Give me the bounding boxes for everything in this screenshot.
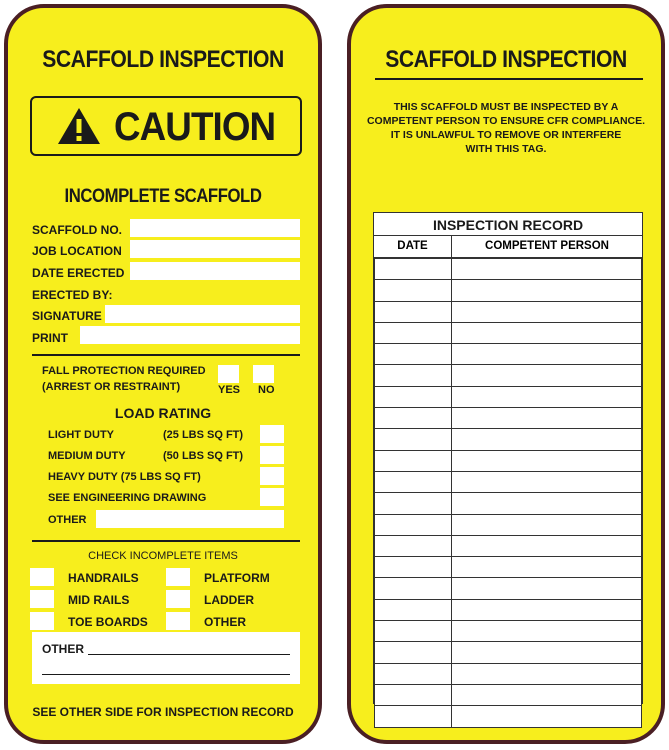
record-row bbox=[375, 535, 642, 556]
record-date-cell[interactable] bbox=[375, 259, 452, 280]
medium-duty-checkbox[interactable] bbox=[260, 446, 284, 464]
tag-back bbox=[347, 4, 665, 744]
record-date-cell[interactable] bbox=[375, 386, 452, 407]
record-row bbox=[375, 408, 642, 429]
record-person-cell[interactable] bbox=[452, 599, 642, 620]
record-person-cell[interactable] bbox=[452, 557, 642, 578]
record-person-cell[interactable] bbox=[452, 408, 642, 429]
record-date-cell[interactable] bbox=[375, 578, 452, 599]
check-incomplete-heading: CHECK INCOMPLETE ITEMS bbox=[88, 550, 238, 562]
notice-line-1: THIS SCAFFOLD MUST BE INSPECTED BY A bbox=[393, 101, 619, 113]
record-row bbox=[375, 621, 642, 642]
divider-2 bbox=[32, 540, 300, 542]
record-person-cell[interactable] bbox=[452, 514, 642, 535]
record-date-cell[interactable] bbox=[375, 450, 452, 471]
competent-person-column-header: COMPETENT PERSON bbox=[485, 240, 609, 252]
caution-word: CAUTION bbox=[114, 105, 276, 149]
arrest-restraint-label: (ARREST OR RESTRAINT) bbox=[42, 381, 181, 393]
record-date-cell[interactable] bbox=[375, 535, 452, 556]
print-label: PRINT bbox=[32, 331, 68, 345]
record-row bbox=[375, 450, 642, 471]
record-person-cell[interactable] bbox=[452, 684, 642, 705]
record-person-cell[interactable] bbox=[452, 663, 642, 684]
light-duty-value: (25 LBS SQ FT) bbox=[163, 429, 244, 441]
incomplete-scaffold-heading: INCOMPLETE SCAFFOLD bbox=[64, 186, 262, 207]
record-row bbox=[375, 514, 642, 535]
record-person-cell[interactable] bbox=[452, 621, 642, 642]
record-row bbox=[375, 322, 642, 343]
record-date-cell[interactable] bbox=[375, 493, 452, 514]
other-notes-label: OTHER bbox=[42, 642, 84, 656]
inspection-record-table bbox=[373, 212, 643, 704]
record-row bbox=[375, 599, 642, 620]
inspection-record-heading: INSPECTION RECORD bbox=[374, 213, 642, 236]
compliance-notice bbox=[351, 100, 661, 156]
yes-label: YES bbox=[218, 384, 241, 396]
record-person-cell[interactable] bbox=[452, 642, 642, 663]
record-date-cell[interactable] bbox=[375, 365, 452, 386]
erected-by-label: ERECTED BY: bbox=[32, 288, 113, 302]
tag-front bbox=[4, 4, 322, 744]
notice-line-2: COMPETENT PERSON TO ENSURE CFR COMPLIANCE. bbox=[366, 115, 646, 127]
warning-triangle-icon bbox=[56, 106, 102, 146]
medium-duty-value: (50 LBS SQ FT) bbox=[163, 450, 244, 462]
record-row bbox=[375, 557, 642, 578]
mid-rails-checkbox[interactable] bbox=[30, 590, 54, 608]
record-person-cell[interactable] bbox=[452, 471, 642, 492]
record-date-cell[interactable] bbox=[375, 557, 452, 578]
signature-field[interactable] bbox=[105, 305, 300, 323]
record-row bbox=[375, 642, 642, 663]
toe-boards-checkbox[interactable] bbox=[30, 612, 54, 630]
record-person-cell[interactable] bbox=[452, 301, 642, 322]
heavy-duty-label: HEAVY DUTY (75 LBS SQ FT) bbox=[48, 471, 201, 483]
toe-boards-label: TOE BOARDS bbox=[68, 615, 148, 629]
record-date-cell[interactable] bbox=[375, 301, 452, 322]
light-duty-checkbox[interactable] bbox=[260, 425, 284, 443]
load-other-label: OTHER bbox=[48, 514, 87, 526]
record-date-cell[interactable] bbox=[375, 408, 452, 429]
scaffold-no-field[interactable] bbox=[130, 219, 300, 237]
record-header-row bbox=[374, 236, 642, 258]
signature-label: SIGNATURE bbox=[32, 309, 102, 323]
record-person-cell[interactable] bbox=[452, 493, 642, 514]
job-location-field[interactable] bbox=[130, 240, 300, 258]
platform-checkbox[interactable] bbox=[166, 568, 190, 586]
record-row bbox=[375, 344, 642, 365]
record-date-cell[interactable] bbox=[375, 514, 452, 535]
job-location-label: JOB LOCATION bbox=[32, 244, 122, 258]
record-person-cell[interactable] bbox=[452, 259, 642, 280]
fall-yes-checkbox[interactable] bbox=[218, 365, 239, 383]
medium-duty-label: MEDIUM DUTY bbox=[48, 450, 126, 462]
record-row bbox=[375, 429, 642, 450]
record-person-cell[interactable] bbox=[452, 706, 642, 727]
notice-line-4: WITH THIS TAG. bbox=[465, 143, 547, 155]
check-other-label: OTHER bbox=[204, 615, 246, 629]
heavy-duty-checkbox[interactable] bbox=[260, 467, 284, 485]
record-person-cell[interactable] bbox=[452, 450, 642, 471]
date-column-header: DATE bbox=[374, 236, 452, 257]
record-row bbox=[375, 259, 642, 280]
mid-rails-label: MID RAILS bbox=[68, 593, 130, 607]
record-person-cell[interactable] bbox=[452, 344, 642, 365]
record-person-cell[interactable] bbox=[452, 322, 642, 343]
check-other-checkbox[interactable] bbox=[166, 612, 190, 630]
record-row bbox=[375, 684, 642, 705]
record-date-cell[interactable] bbox=[375, 706, 452, 727]
record-row bbox=[375, 365, 642, 386]
no-label: NO bbox=[258, 384, 275, 396]
handrails-label: HANDRAILS bbox=[68, 571, 139, 585]
other-line-1 bbox=[88, 654, 290, 655]
other-line-2 bbox=[42, 674, 290, 675]
caution-banner bbox=[30, 96, 302, 156]
record-person-cell[interactable] bbox=[452, 578, 642, 599]
ladder-checkbox[interactable] bbox=[166, 590, 190, 608]
print-field[interactable] bbox=[80, 326, 300, 344]
fall-protection-label: FALL PROTECTION REQUIRED bbox=[42, 365, 206, 377]
record-row bbox=[375, 280, 642, 301]
record-row bbox=[375, 493, 642, 514]
platform-label: PLATFORM bbox=[204, 571, 270, 585]
record-date-cell[interactable] bbox=[375, 599, 452, 620]
record-row bbox=[375, 578, 642, 599]
record-row bbox=[375, 386, 642, 407]
record-date-cell[interactable] bbox=[375, 429, 452, 450]
record-person-cell[interactable] bbox=[452, 365, 642, 386]
divider-1 bbox=[32, 354, 300, 356]
record-person-cell[interactable] bbox=[452, 280, 642, 301]
fall-no-checkbox[interactable] bbox=[253, 365, 274, 383]
record-row bbox=[375, 471, 642, 492]
record-row bbox=[375, 301, 642, 322]
record-person-cell[interactable] bbox=[452, 386, 642, 407]
ladder-label: LADDER bbox=[204, 593, 254, 607]
engineering-drawing-label: SEE ENGINEERING DRAWING bbox=[48, 492, 207, 504]
notice-line-3: IT IS UNLAWFUL TO REMOVE OR INTERFERE bbox=[390, 129, 622, 141]
other-notes-box[interactable] bbox=[32, 632, 300, 684]
record-date-cell[interactable] bbox=[375, 322, 452, 343]
record-date-cell[interactable] bbox=[375, 642, 452, 663]
record-date-cell[interactable] bbox=[375, 471, 452, 492]
load-other-field[interactable] bbox=[96, 510, 284, 528]
record-row bbox=[375, 663, 642, 684]
record-date-cell[interactable] bbox=[375, 684, 452, 705]
back-title: SCAFFOLD INSPECTION bbox=[385, 46, 627, 73]
front-title: SCAFFOLD INSPECTION bbox=[42, 46, 284, 73]
handrails-checkbox[interactable] bbox=[30, 568, 54, 586]
date-erected-field[interactable] bbox=[130, 262, 300, 280]
record-person-cell[interactable] bbox=[452, 535, 642, 556]
record-date-cell[interactable] bbox=[375, 663, 452, 684]
scaffold-no-label: SCAFFOLD NO. bbox=[32, 223, 122, 237]
date-erected-label: DATE ERECTED bbox=[32, 266, 125, 280]
record-date-cell[interactable] bbox=[375, 280, 452, 301]
record-date-cell[interactable] bbox=[375, 621, 452, 642]
footer-note: SEE OTHER SIDE FOR INSPECTION RECORD bbox=[32, 705, 294, 719]
record-person-cell[interactable] bbox=[452, 429, 642, 450]
light-duty-label: LIGHT DUTY bbox=[48, 429, 114, 441]
record-row bbox=[375, 706, 642, 727]
record-date-cell[interactable] bbox=[375, 344, 452, 365]
back-title-rule bbox=[375, 78, 643, 80]
load-rating-heading: LOAD RATING bbox=[114, 405, 212, 421]
record-rows bbox=[374, 258, 642, 728]
engineering-drawing-checkbox[interactable] bbox=[260, 488, 284, 506]
